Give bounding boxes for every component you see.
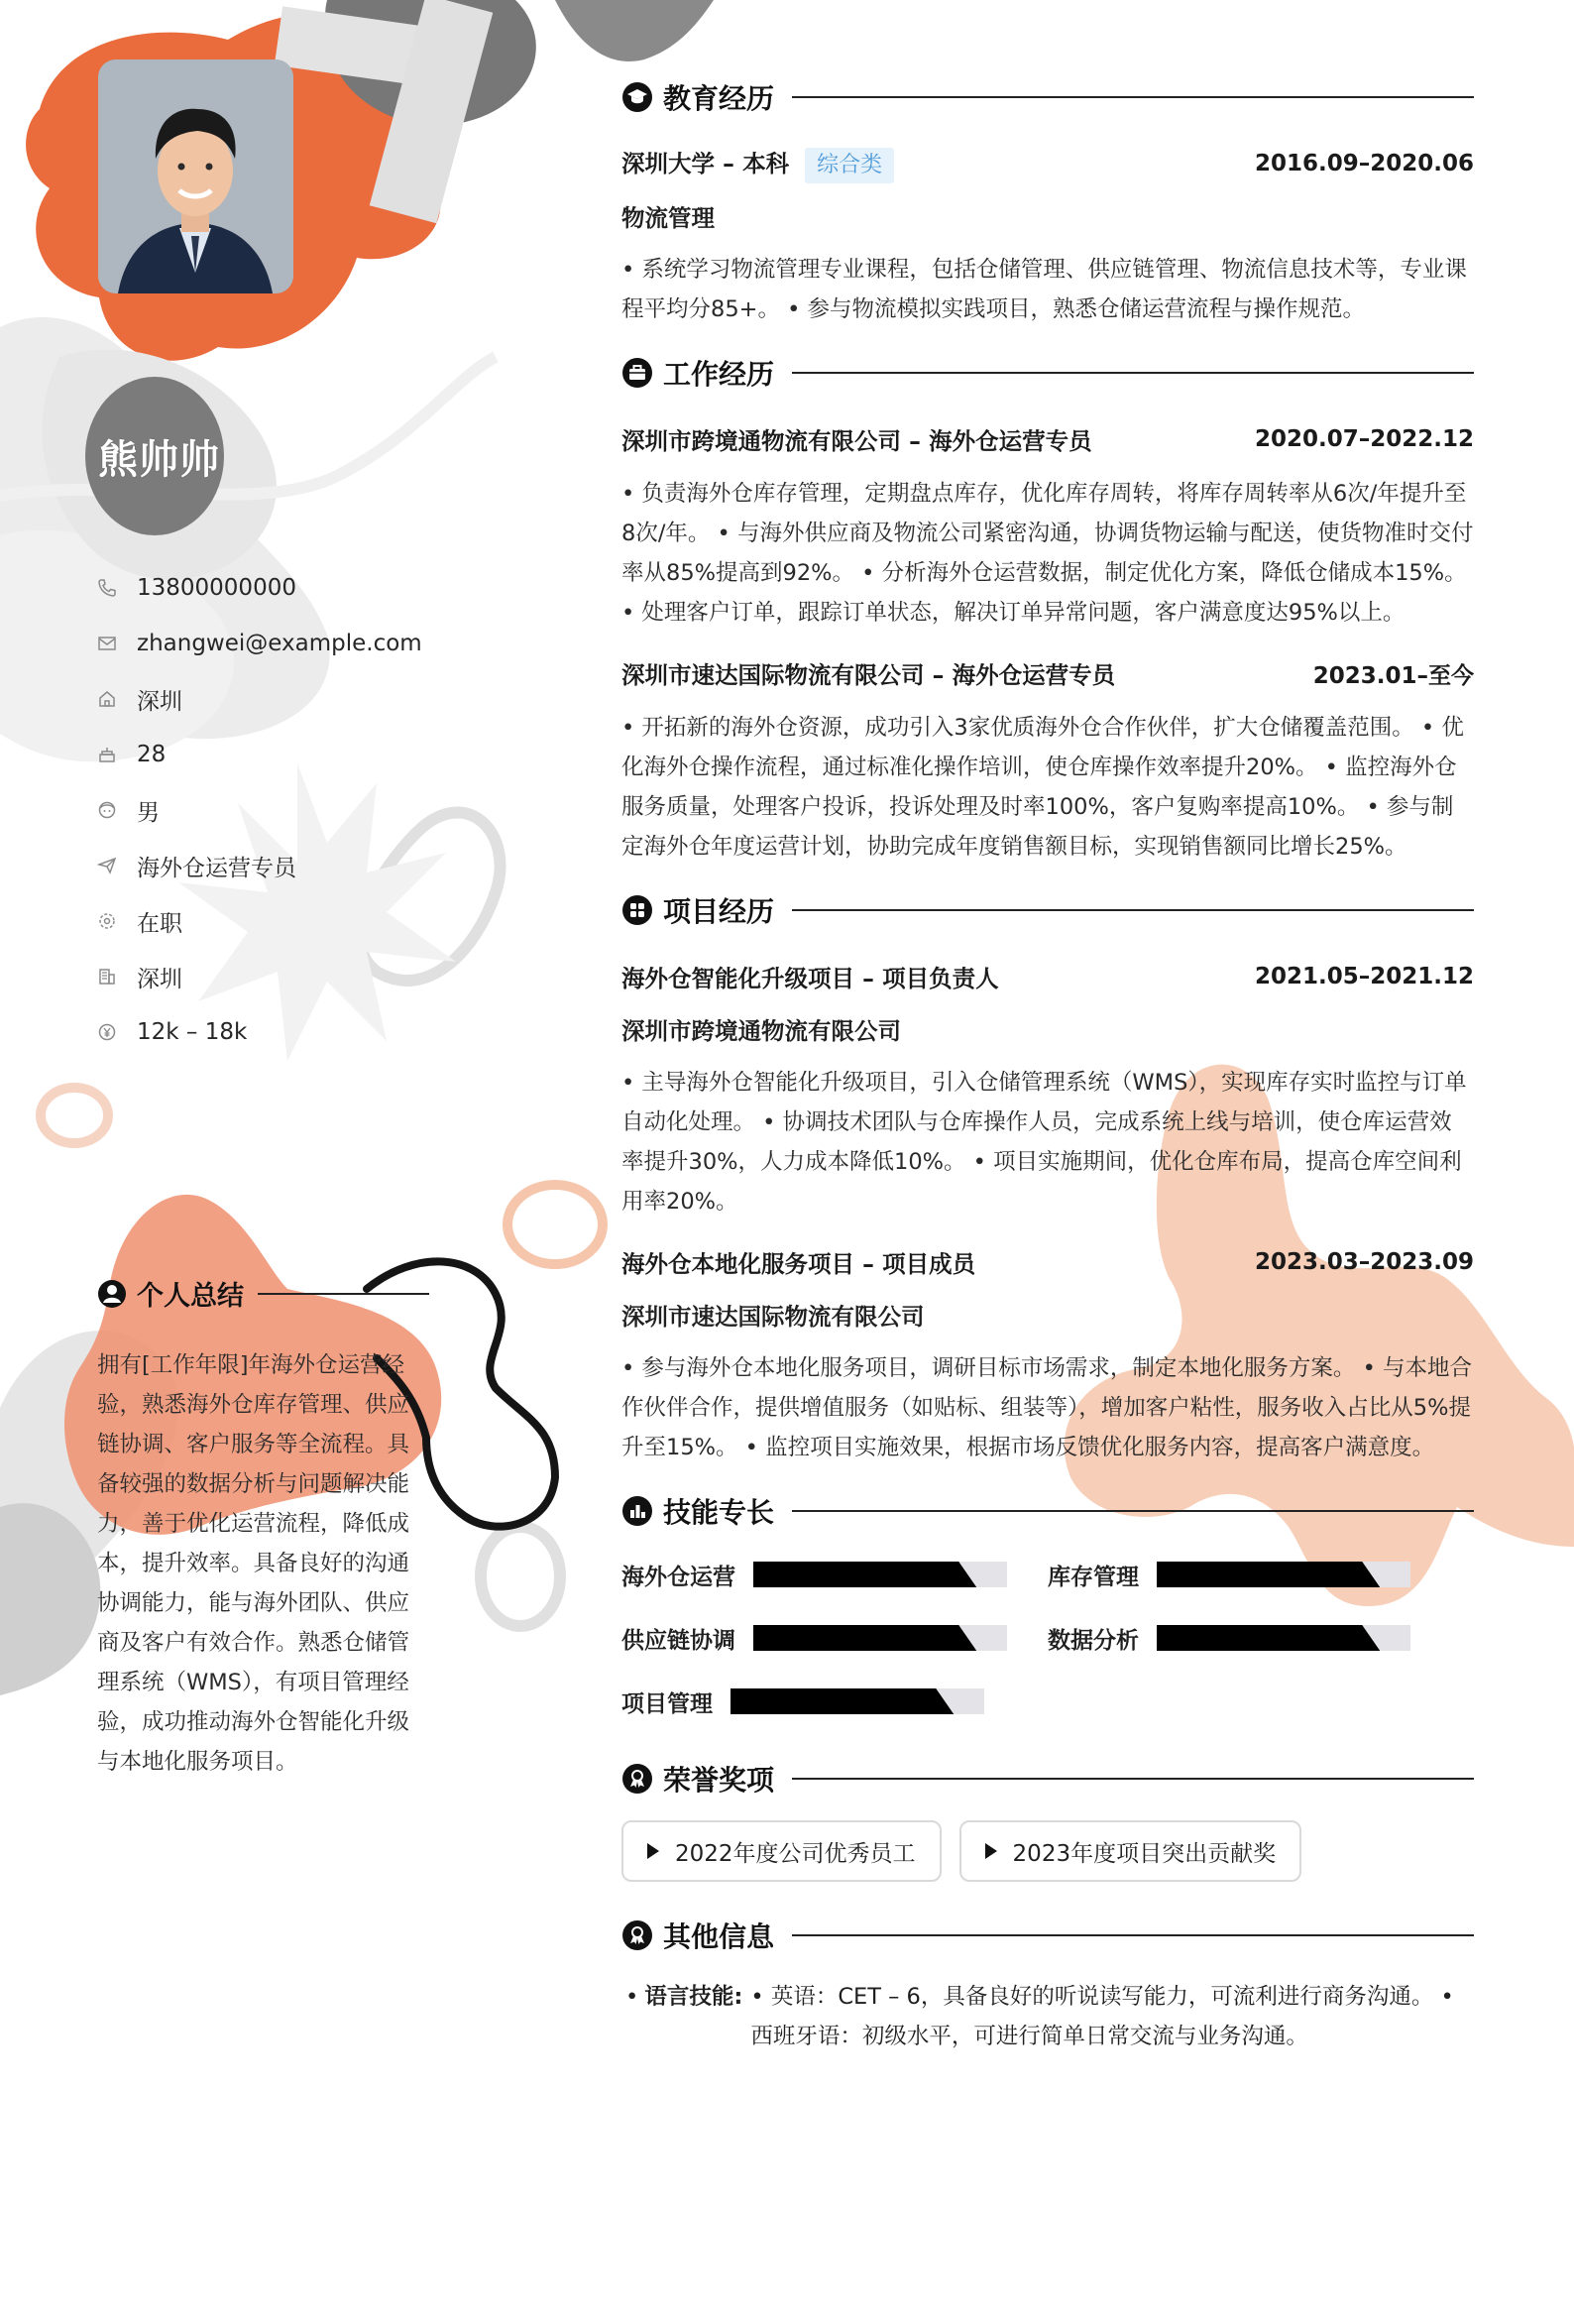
skill-item	[1048, 1559, 1474, 1591]
skill-bar	[753, 1562, 1007, 1587]
work-heading: 深圳市跨境通物流有限公司 – 海外仓运营专员	[621, 427, 1092, 455]
bullet-icon: •	[625, 1984, 639, 2010]
project-company: 深圳市速达国际物流有限公司	[621, 1303, 925, 1331]
section-divider	[792, 96, 1474, 98]
work-heading: 深圳市速达国际物流有限公司 – 海外仓运营专员	[621, 661, 1116, 689]
skill-name: 供应链协调	[621, 1627, 735, 1654]
other-title: 其他信息	[663, 1920, 775, 1953]
project-date: 2023.03–2023.09	[1254, 1249, 1474, 1275]
contact-value: 28	[137, 742, 167, 767]
summary-divider	[258, 1293, 429, 1295]
work-row-2	[621, 644, 1474, 702]
project-date: 2021.05–2021.12	[1254, 964, 1474, 989]
award-icon	[621, 1919, 653, 1951]
home-icon	[97, 686, 137, 712]
skill-bar	[731, 1688, 984, 1714]
work-desc: • 负责海外仓库存管理，定期盘点库存，优化库存周转，将库存周转率从6次/年提升至8次/年。 • 与海外供应商及物流公司紧密沟通，协调货物运输与配送，使货物准时交付率从85%提高到92%。 • 分析海外仓运营数据，制定优化方案，降低仓储成本15%。 • 处理客户订单，跟踪订单状态，解决订单异常问题，客户满意度达95%以上。	[621, 481, 1474, 626]
work-date: 2023.01–至今	[1312, 662, 1474, 689]
other-header	[621, 1910, 1474, 1961]
contact-position	[97, 838, 422, 893]
user-icon	[97, 1279, 127, 1309]
contact-age	[97, 727, 422, 782]
skills-row	[621, 1670, 1474, 1733]
grid-icon	[621, 894, 653, 926]
portrait-image	[98, 59, 293, 293]
skills-header	[621, 1485, 1474, 1537]
projects-header	[621, 884, 1474, 936]
building-icon	[97, 964, 137, 989]
other-item	[621, 1977, 1474, 2056]
contact-value: 在职	[137, 910, 182, 937]
play-icon	[985, 1843, 997, 1859]
skills-title: 技能专长	[663, 1496, 775, 1529]
contact-phone	[97, 560, 422, 616]
contact-salary	[97, 1004, 422, 1060]
gray-wash-right-top	[555, 0, 714, 61]
profile-photo	[98, 59, 293, 293]
skill-bar-fill	[753, 1562, 976, 1587]
work-header	[621, 347, 1474, 399]
education-row	[621, 135, 1474, 192]
contact-value: 深圳	[137, 966, 182, 992]
education-title: 教育经历	[663, 82, 775, 115]
contact-gender	[97, 782, 422, 838]
project-row-2	[621, 1233, 1474, 1291]
summary-title: 个人总结	[137, 1281, 244, 1312]
award-label: 2022年度公司优秀员工	[675, 1840, 916, 1867]
awards-header	[621, 1753, 1474, 1804]
skill-name: 数据分析	[1048, 1627, 1139, 1654]
section-divider	[792, 372, 1474, 374]
skill-bar-fill	[1157, 1562, 1380, 1587]
project-heading: 海外仓智能化升级项目 – 项目负责人	[621, 965, 999, 992]
contact-email	[97, 616, 422, 671]
graduation-cap-icon	[621, 81, 653, 113]
contact-value: zhangwei@example.com	[137, 631, 422, 656]
candidate-name: 熊帅帅	[98, 437, 220, 483]
education-major: 物流管理	[621, 204, 715, 232]
paper-plane-icon	[97, 853, 137, 878]
award-chip	[959, 1820, 1302, 1882]
peach-ring-right	[507, 1185, 603, 1264]
education-school-wrap	[621, 145, 894, 183]
award-label: 2023年度项目突出贡献奖	[1012, 1840, 1277, 1867]
peach-ring-small	[41, 1088, 108, 1143]
skill-bar-fill	[731, 1688, 954, 1714]
mail-icon	[97, 631, 137, 656]
contact-list	[97, 560, 422, 1060]
section-divider	[792, 1934, 1474, 1936]
contact-value: 男	[137, 799, 160, 826]
contact-value: 13800000000	[137, 575, 296, 601]
skill-item	[621, 1559, 1048, 1591]
contact-city	[97, 949, 422, 1004]
play-icon	[647, 1843, 659, 1859]
skill-item	[1048, 1622, 1474, 1655]
education-tag: 综合类	[805, 148, 894, 183]
bar-chart-icon	[621, 1495, 653, 1527]
contact-location	[97, 671, 422, 727]
projects-title: 项目经历	[663, 895, 775, 928]
project-desc: • 主导海外仓智能化升级项目，引入仓储管理系统（WMS），实现库存实时监控与订单自动化处理。 • 协调技术团队与仓库操作人员，完成系统上线与培训，使仓库运营效率提升30%，人力成本降低10%。 • 项目实施期间，优化仓库布局，提高仓库空间利用率20%。	[621, 1070, 1467, 1215]
project-desc: • 参与海外仓本地化服务项目，调研目标市场需求，制定本地化服务方案。 • 与本地合作伙伴合作，提供增值服务（如贴标、组装等），增加客户粘性，服务收入占比从5%提升至15%。 • 监控项目实施效果，根据市场反馈优化服务内容，提高客户满意度。	[621, 1355, 1473, 1460]
project-company: 深圳市跨境通物流有限公司	[621, 1017, 901, 1045]
skill-bar	[1157, 1625, 1410, 1651]
skill-name: 库存管理	[1048, 1564, 1139, 1590]
gray-ring-bottom	[481, 1527, 560, 1626]
education-desc: • 系统学习物流管理专业课程，包括仓储管理、供应链管理、物流信息技术等，专业课程平均分85+。 • 参与物流模拟实践项目，熟悉仓储运营流程与操作规范。	[621, 257, 1467, 322]
education-header	[621, 71, 1474, 123]
face-icon	[97, 797, 137, 823]
award-chip	[621, 1820, 942, 1882]
contact-value: 海外仓运营专员	[137, 855, 296, 881]
skill-bar-fill	[753, 1625, 976, 1651]
project-row-1	[621, 948, 1474, 1005]
skill-name: 项目管理	[621, 1690, 713, 1717]
work-desc: • 开拓新的海外仓资源，成功引入3家优质海外仓合作伙伴，扩大仓储覆盖范围。 • 优化海外仓操作流程，通过标准化操作培训，使仓库操作效率提升20%。 • 监控海外仓服务质量，处理客户投诉，投诉处理及时率100%，客户复购率提高10%。 • 参与制定海外仓年度运营计划，协助完成年度销售额目标，实现销售额同比增长25%。	[621, 715, 1464, 860]
contact-status	[97, 893, 422, 949]
education-date: 2016.09–2020.06	[1254, 151, 1474, 176]
skills-row	[621, 1543, 1474, 1606]
summary-header	[97, 1274, 429, 1313]
other-label: 语言技能:	[644, 1984, 743, 2010]
project-heading: 海外仓本地化服务项目 – 项目成员	[621, 1250, 976, 1278]
awards-title: 荣誉奖项	[663, 1764, 775, 1797]
contact-value: 深圳	[137, 688, 182, 715]
skills-list	[621, 1543, 1474, 1733]
work-row-1	[621, 410, 1474, 468]
section-divider	[792, 1510, 1474, 1512]
phone-icon	[97, 575, 137, 601]
cake-icon	[97, 742, 137, 767]
briefcase-icon	[621, 357, 653, 389]
contact-value: 12k – 18k	[137, 1019, 248, 1045]
education-school: 深圳大学 – 本科	[621, 149, 790, 177]
awards-list	[621, 1820, 1474, 1882]
main-content	[621, 71, 1474, 2056]
skill-name: 海外仓运营	[621, 1564, 735, 1590]
status-icon	[97, 908, 137, 934]
skill-bar	[753, 1625, 1007, 1651]
skill-item	[621, 1685, 1059, 1718]
summary-text: 拥有[工作年限]年海外仓运营经验，熟悉海外仓库存管理、供应链协调、客户服务等全流程。具备较强的数据分析与问题解决能力，善于优化运营流程，降低成本，提升效率。具备良好的沟通协调能力，能与海外团队、供应商及客户有效合作。熟悉仓储管理系统（WMS），有项目管理经验，成功推动海外仓智能化升级与本地化服务项目。	[97, 1352, 410, 1775]
section-divider	[792, 909, 1474, 911]
work-title: 工作经历	[663, 358, 775, 391]
work-date: 2020.07–2022.12	[1254, 426, 1474, 452]
other-text: • 英语：CET – 6，具备良好的听说读写能力，可流利进行商务沟通。 • 西班牙语：初级水平，可进行简单日常交流与业务沟通。	[750, 1984, 1454, 2049]
award-icon	[621, 1763, 653, 1795]
skill-bar-fill	[1157, 1625, 1380, 1651]
yuan-icon	[97, 1019, 137, 1045]
skill-bar	[1157, 1562, 1410, 1587]
section-divider	[792, 1778, 1474, 1780]
skills-row	[621, 1606, 1474, 1670]
skill-item	[621, 1622, 1048, 1655]
